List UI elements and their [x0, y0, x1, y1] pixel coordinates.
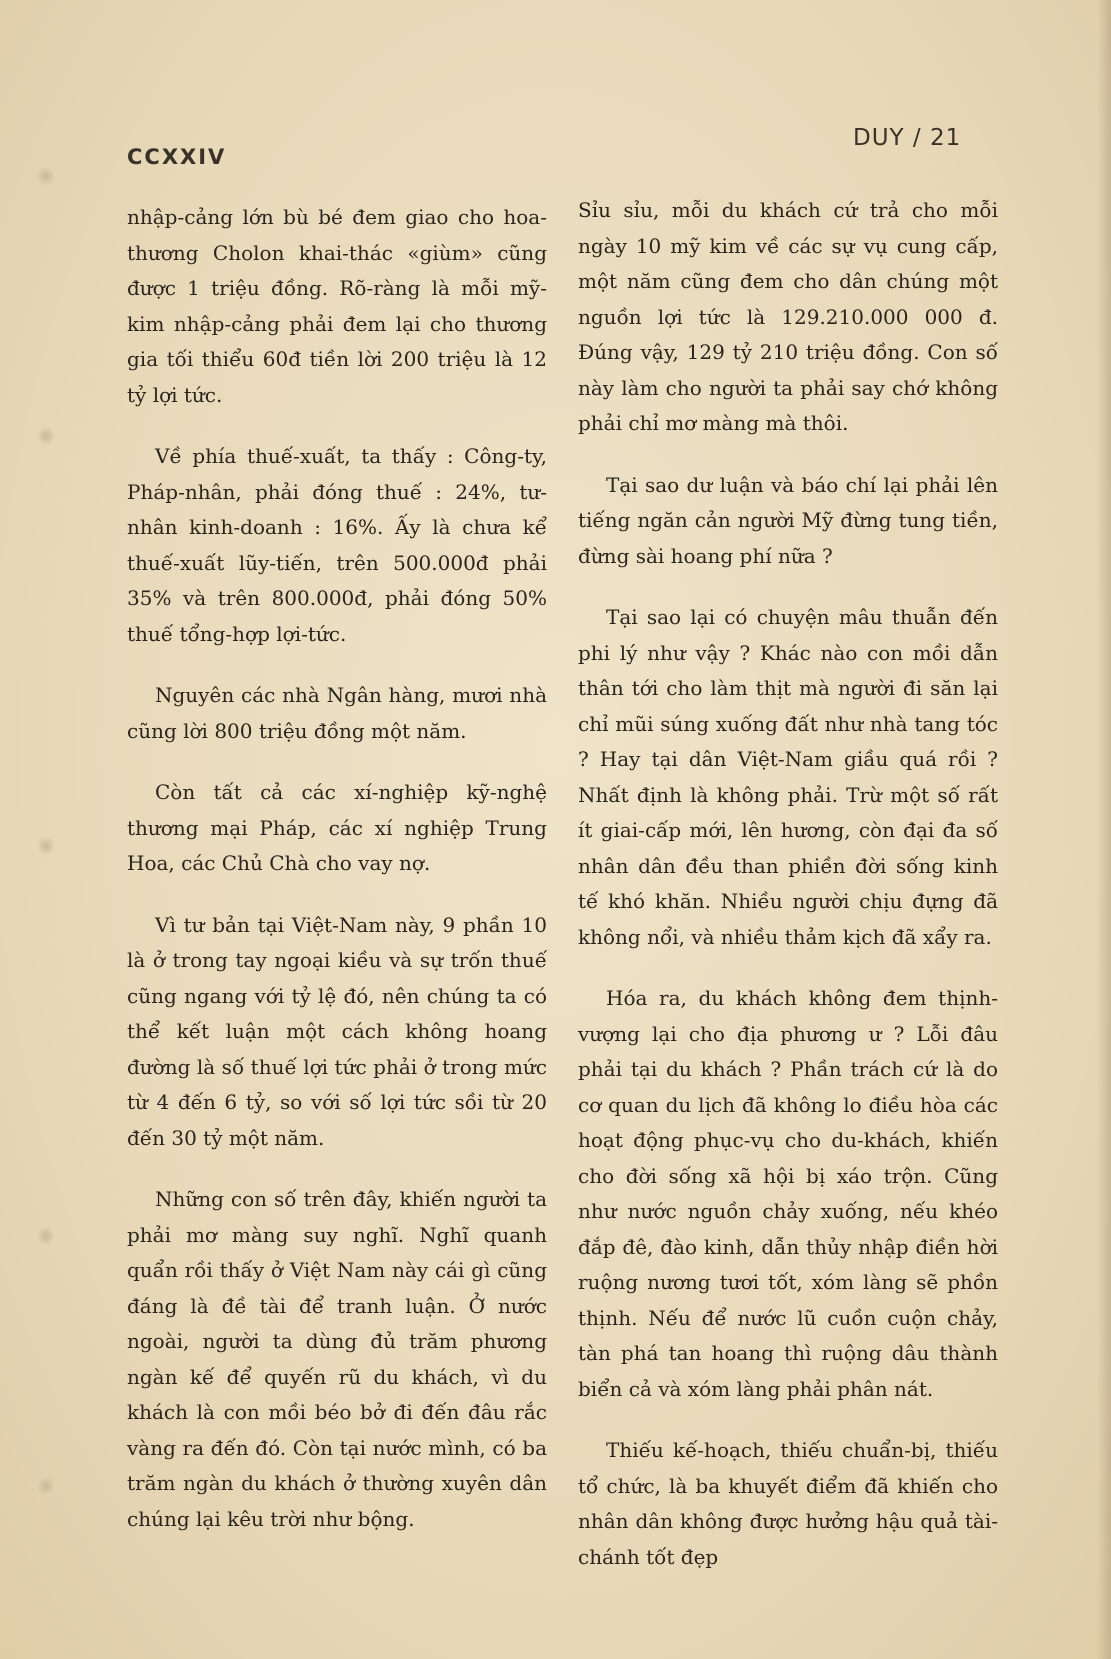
- binding-hole: [38, 165, 54, 187]
- paragraph: Vì tư bản tại Việt-Nam này, 9 phần 10 là ở trong tay ngoại kiều và sự trốn thuế cũng ngang với tỷ lệ đó, nên chúng ta có thể kết luận một cách không hoang đường là số thuế lợi tức phải ở trong mức từ 4 đến 6 tỷ, so với số lợi tức sồi từ 20 đến 30 tỷ một năm.: [127, 912, 547, 1150]
- paragraph: Về phía thuế-xuất, ta thấy : Công-ty, Pháp-nhân, phải đóng thuế : 24%, tư-nhân kinh-doanh : 16%. Ấy là chưa kể thuế-xuất lũy-tiến, trên 500.000đ phải 35% và trên 800.000đ, phải đóng 50% thuế tổng-hợp lợi-tức.: [127, 444, 547, 646]
- paragraph: Những con số trên đây, khiến người ta phải mơ màng suy nghĩ. Nghĩ quanh quẩn rồi thấy ở Việt Nam này cái gì cũng đáng là đề tài để tranh luận. Ở nước ngoài, người ta dùng đủ trăm phương ngàn kế để quyến rũ du khách, vì du khách là con mồi béo bở đi đến đâu rắc vàng ra đến đó. Còn tại nước mình, có ba trăm ngàn du khách ở thường xuyên dân chúng lại kêu trời như bộng.: [127, 1187, 547, 1531]
- binding-hole: [38, 1475, 54, 1497]
- paragraph: Thiếu kế-hoạch, thiếu chuẩn-bị, thiếu tổ chức, là ba khuyết điểm đã khiến cho nhân dân không được hưởng hậu quả tài-chánh tốt đẹp: [578, 1438, 998, 1569]
- running-header-left: CCXXIV: [127, 145, 227, 169]
- paragraph: Còn tất cả các xí-nghiệp kỹ-nghệ thương mại Pháp, các xí nghiệp Trung Hoa, các Chủ Chà cho vay nợ.: [127, 780, 547, 875]
- binding-hole: [38, 1225, 54, 1247]
- binding-hole: [38, 835, 54, 857]
- paragraph: nhập-cảng lớn bù bé đem giao cho hoa-thương Cholon khai-thác «giùm» cũng được 1 triệu đồng. Rõ-ràng là mỗi mỹ-kim nhập-cảng phải đem lại cho thương gia tối thiểu 60đ tiền lời 200 triệu là 12 tỷ lợi tức.: [127, 205, 547, 407]
- page-edge-shadow: [1097, 0, 1111, 1659]
- paragraph: Tại sao lại có chuyện mâu thuẫn đến phi lý như vậy ? Khác nào con mồi dẫn thân tới cho làm thịt mà người đi săn lại chỉ mũi súng xuống đất như nhà tang tóc ? Hay tại dân Việt-Nam giầu quá rồi ? Nhất định là không phải. Trừ một số rất ít giai-cấp mới, lên hương, còn đại đa số nhân dân đều than phiền đời sống kinh tế khó khăn. Nhiều người chịu đựng đã không nổi, và nhiều thảm kịch đã xẩy ra.: [578, 605, 998, 949]
- right-text-column: [578, 193, 998, 1601]
- paragraph: Sỉu sỉu, mỗi du khách cứ trả cho mỗi ngày 10 mỹ kim về các sự vụ cung cấp, một năm cũng đem cho dân chúng một nguồn lợi tức là 129.210.000 000 đ. Đúng vậy, 129 tỷ 210 triệu đồng. Con số này làm cho người ta phải say chớ không phải chỉ mơ màng mà thôi.: [578, 198, 998, 435]
- left-text-column: [127, 200, 547, 1563]
- paragraph: Tại sao dư luận và báo chí lại phải lên tiếng ngăn cản người Mỹ đừng tung tiền, đừng sài hoang phí nữa ?: [578, 472, 998, 568]
- running-header-right: DUY / 21: [853, 125, 962, 151]
- binding-hole: [38, 425, 54, 447]
- paragraph: Nguyên các nhà Ngân hàng, mươi nhà cũng lời 800 triệu đồng một năm.: [127, 683, 547, 743]
- paragraph: Hóa ra, du khách không đem thịnh-vượng lại cho địa phương ư ? Lỗi đâu phải tại du khách ? Phần trách cứ là do cơ quan du lịch đã không lo điều hòa các hoạt động phục-vụ cho du-khách, khiến cho đời sống xã hội bị xáo trộn. Cũng như nước nguồn chảy xuống, nếu khéo đắp đê, đào kinh, dẫn thủy nhập điền hời ruộng nương tươi tốt, xóm làng sẽ phồn thịnh. Nếu để nước lũ cuồn cuộn chảy, tàn phá tan hoang thì ruộng dâu thành biển cả và xóm làng phải phân nát.: [578, 986, 998, 1401]
